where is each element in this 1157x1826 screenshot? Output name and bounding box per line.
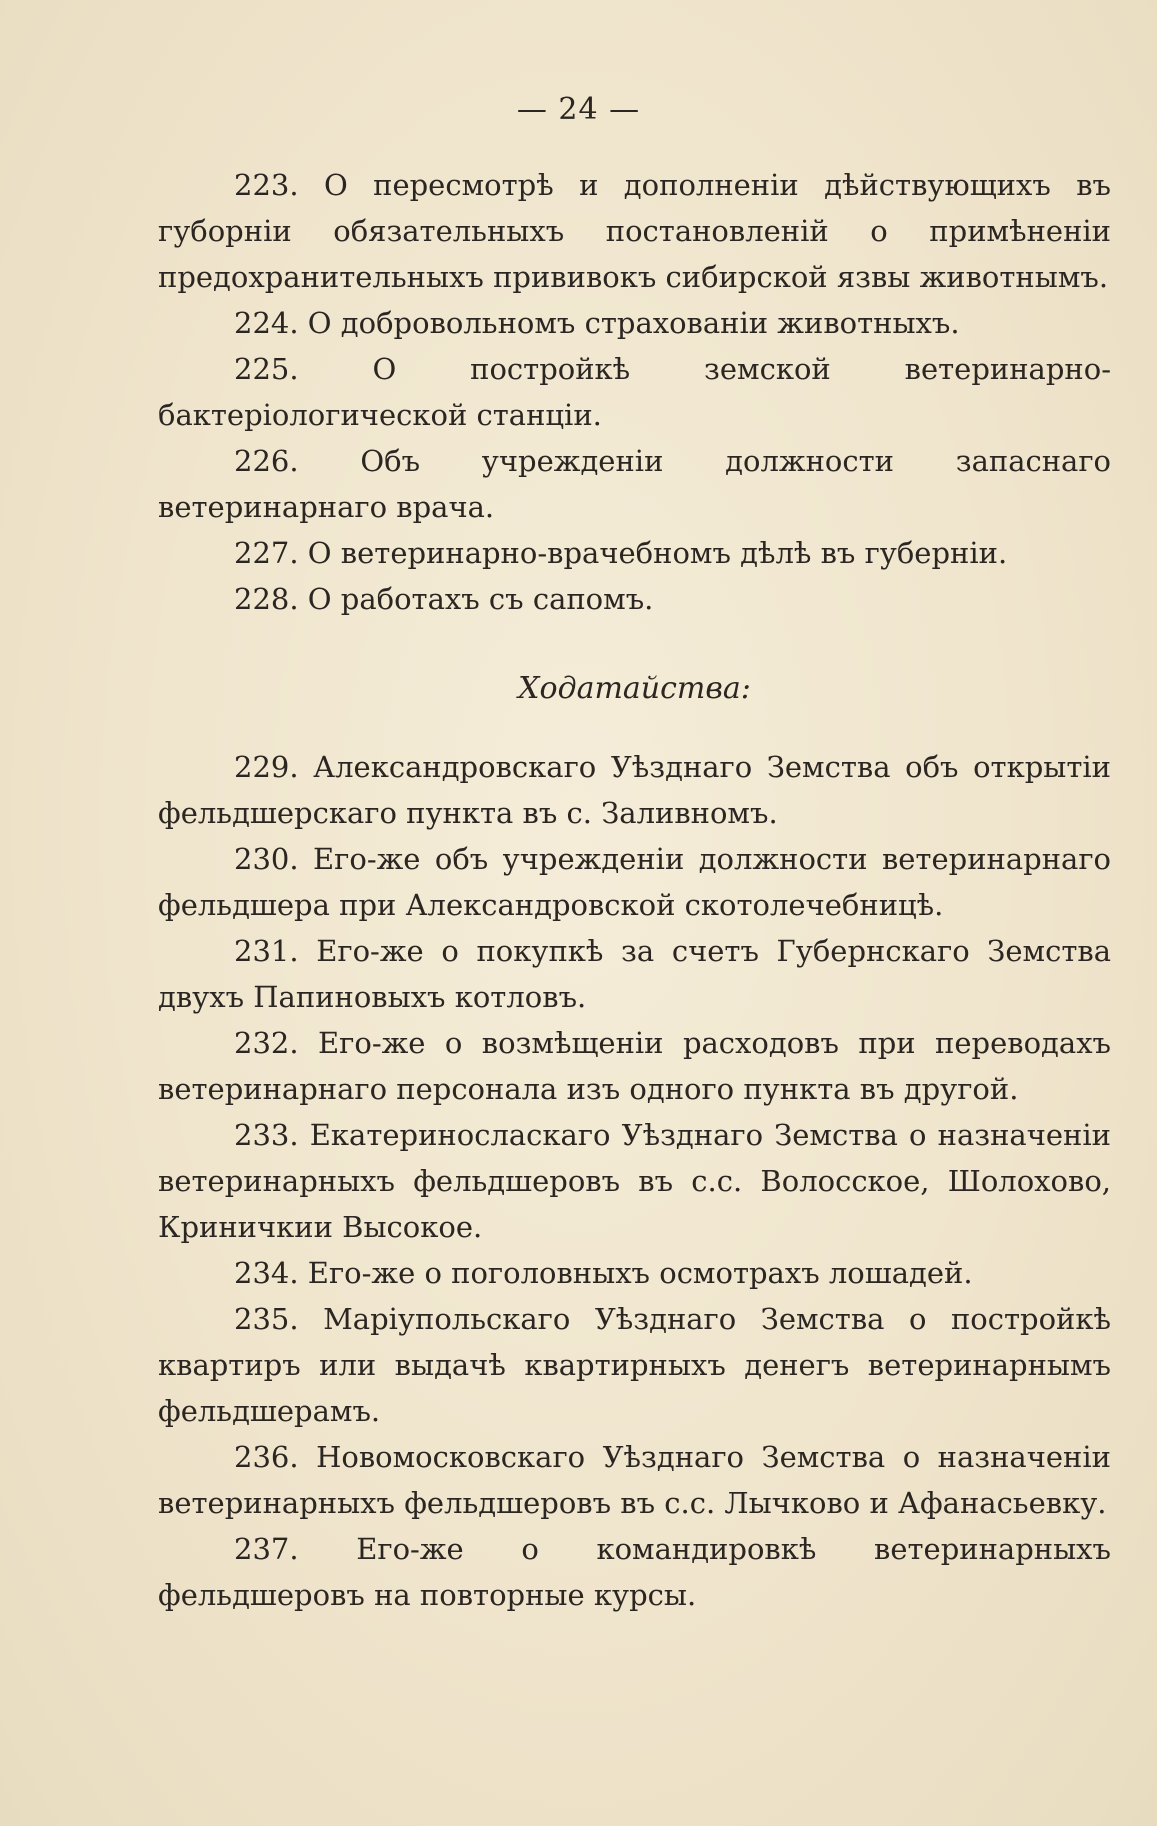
list-item-225: 225. О постройкѣ земской ветеринарно-бактеріологической станціи. [158,352,1111,432]
list-item-232: 232. Его-же о возмѣщеніи расходовъ при переводахъ ветеринарнаго персонала изъ одного пункта въ другой. [158,1026,1111,1106]
list-item-228: 228. О работахъ съ сапомъ. [234,582,654,616]
list-item-236: 236. Новомосковскаго Уѣзднаго Земства о назначеніи ветеринарныхъ фельдшеровъ въ с.с. Лычково и Афанасьевку. [158,1440,1111,1520]
page-number: — 24 — [516,92,641,127]
list-item-233: 233. Екатериносласкаго Уѣзднаго Земства о назначеніи ветеринарныхъ фельдшеровъ въ с.с. Волосское, Шолохово, Криничкии Высокое. [158,1118,1111,1244]
list-item-226: 226. Объ учрежденіи должности запаснаго ветеринарнаго врача. [158,444,1111,524]
page-content [158,162,1111,1618]
list-item-237: 237. Его-же о командировкѣ ветеринарныхъ фельдшеровъ на повторные курсы. [158,1532,1111,1612]
list-item-231: 231. Его-же о покупкѣ за счетъ Губернскаго Земства двухъ Папиновыхъ котловъ. [158,934,1111,1014]
section-heading: Ходатайства: [518,671,751,706]
list-item-224: 224. О добровольномъ страхованіи животныхъ. [234,306,960,340]
list-item-229: 229. Александровскаго Уѣзднаго Земства объ открытіи фельдшерскаго пункта въ с. Заливномъ. [158,750,1111,830]
list-item-230: 230. Его-же объ учрежденіи должности ветеринарнаго фельдшера при Александровской скотолечебницѣ. [158,842,1111,922]
list-item-235: 235. Маріупольскаго Уѣзднаго Земства о постройкѣ квартиръ или выдачѣ квартирныхъ денегъ ветеринарнымъ фельдшерамъ. [158,1302,1111,1428]
list-item-227: 227. О ветеринарно-врачебномъ дѣлѣ въ губерніи. [234,536,1008,570]
list-item-223: 223. О пересмотрѣ и дополненіи дѣйствующихъ въ губорніи обязательныхъ постановленій о примѣненіи предохранительныхъ прививокъ сибирской язвы животнымъ. [158,168,1111,294]
list-item-234: 234. Его-же о поголовныхъ осмотрахъ лошадей. [234,1256,973,1290]
